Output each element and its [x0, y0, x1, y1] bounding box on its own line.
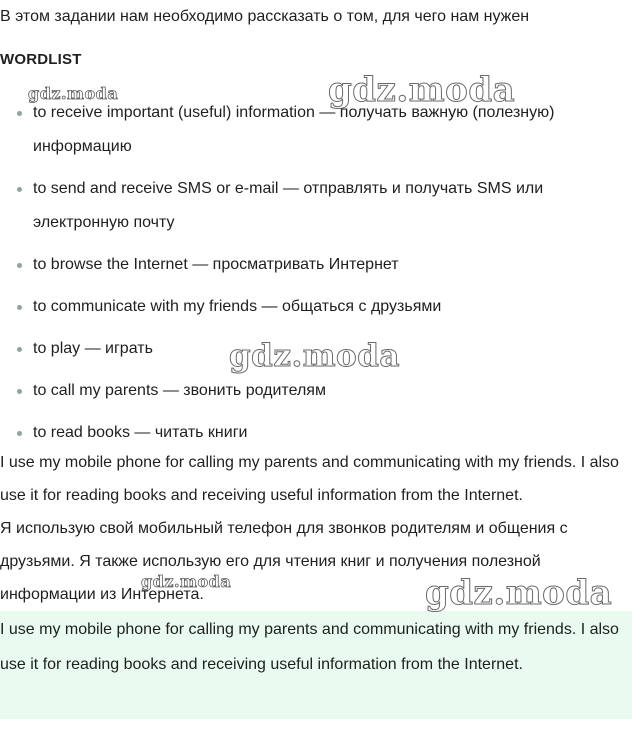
- list-item: [0, 172, 632, 240]
- list-item: [0, 248, 632, 282]
- list-item-text: to play — играть: [33, 340, 153, 357]
- bullet-icon: [17, 389, 22, 394]
- answer-text: I use my mobile phone for calling my parents and communicating with my friends. I also use it for reading books and receiving useful information from the Internet.: [0, 621, 619, 673]
- bullet-icon: [17, 111, 22, 116]
- list-item: [0, 374, 632, 408]
- list-item-text: to communicate with my friends — общаться с друзьями: [33, 298, 442, 315]
- example-english: I use my mobile phone for calling my parents and communicating with my friends. I also use it for reading books and receiving useful information from the Internet.: [0, 454, 619, 504]
- intro-text: В этом задании нам необходимо рассказать о том, для чего нам нужен: [0, 8, 530, 25]
- list-item-text: to read books — читать книги: [33, 424, 248, 441]
- list-item: [0, 96, 632, 164]
- answer-block: [0, 611, 632, 719]
- list-item: [0, 416, 632, 450]
- bullet-icon: [17, 305, 22, 310]
- list-item-text: to call my parents — звонить родителям: [33, 382, 326, 399]
- bullet-icon: [17, 347, 22, 352]
- bullet-icon: [17, 187, 22, 192]
- watermark-logo: gdz.moda: [141, 572, 232, 591]
- list-item-text: to receive important (useful) information — получать важную (полезную) информацию: [33, 104, 555, 155]
- bullet-icon: [17, 431, 22, 436]
- bullet-icon: [17, 263, 22, 268]
- watermark-logo: gdz.moda: [229, 338, 400, 374]
- wordlist: [0, 96, 632, 458]
- list-item: [0, 290, 632, 324]
- intro-crop-mask: [0, 28, 632, 44]
- watermark-logo: gdz.moda: [28, 84, 119, 103]
- wordlist-heading: WORDLIST: [0, 51, 82, 68]
- example-russian: Я использую свой мобильный телефон для звонков родителям и общения с друзьями. Я также использую его для чтения книг и получения полезной информации из Интернета.: [0, 520, 568, 603]
- watermark-logo: gdz.moda: [328, 70, 516, 110]
- watermark-logo: gdz.moda: [425, 573, 613, 613]
- list-item-text: to browse the Internet — просматривать Интернет: [33, 256, 399, 273]
- list-item-text: to send and receive SMS or e-mail — отправлять и получать SMS или электронную почту: [33, 180, 544, 231]
